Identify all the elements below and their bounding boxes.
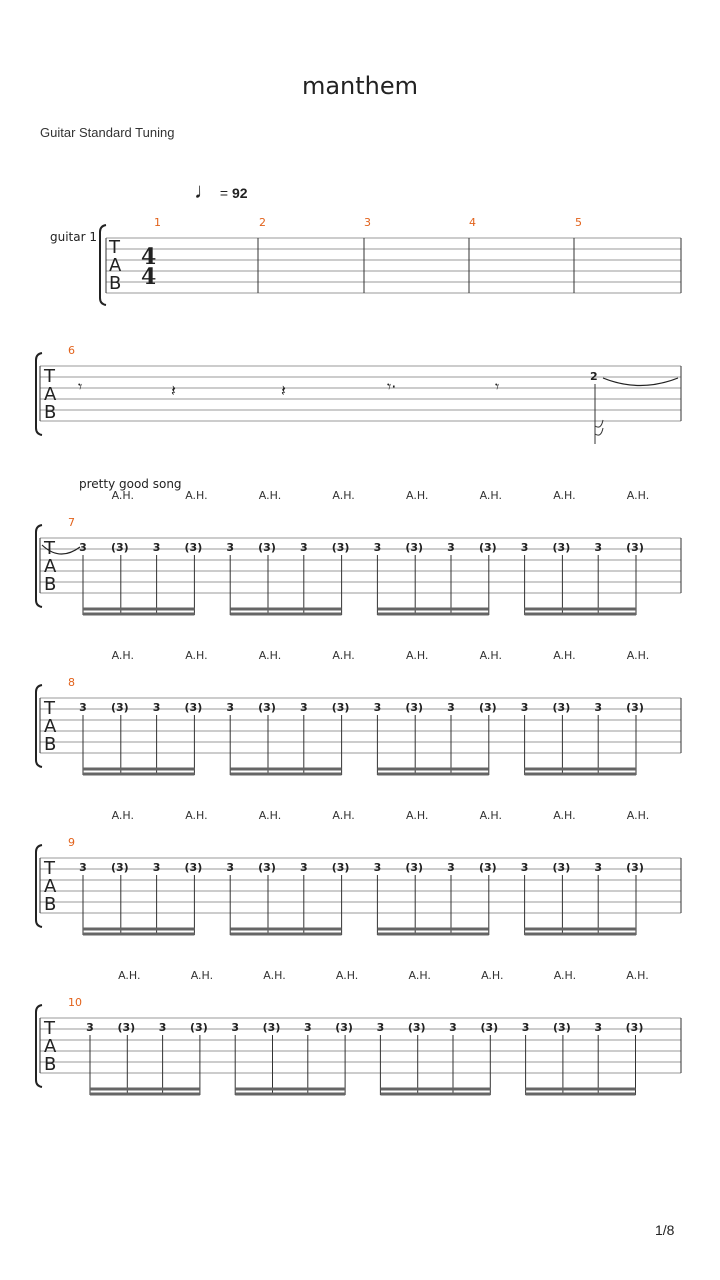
harmonic-marker: A.H. — [405, 809, 429, 822]
system-3 — [36, 489, 681, 615]
tab-note: 3 — [373, 861, 382, 874]
song-title: manthem — [301, 72, 419, 100]
tab-letter-t: T — [44, 538, 55, 559]
tab-letter-t: T — [44, 366, 55, 387]
lyric-text: pretty good song — [79, 477, 182, 491]
tab-note: 3 — [447, 541, 455, 554]
harmonic-marker: A.H. — [111, 649, 135, 662]
dotted-eighth-rest: 𝄾· — [387, 377, 397, 396]
tab-note: 3 — [226, 861, 235, 874]
tab-note: (3) — [552, 701, 571, 714]
system-bracket — [100, 225, 106, 305]
harmonic-marker: A.H. — [185, 649, 208, 662]
tab-letter-a: A — [44, 1036, 57, 1057]
measure-number: 10 — [68, 996, 82, 1009]
quarter-note-icon: ♩ — [194, 178, 216, 203]
tie-arc — [603, 378, 678, 386]
tab-note: 3 — [373, 541, 382, 554]
tab-letter-b: B — [44, 1054, 57, 1075]
tab-note: 3 — [79, 541, 87, 554]
tab-note: (3) — [407, 1021, 426, 1034]
measure-number: 9 — [68, 836, 75, 849]
tab-note: (3) — [331, 541, 350, 554]
harmonic-marker: A.H. — [185, 809, 208, 822]
harmonic-marker: A.H. — [263, 969, 286, 982]
tab-note: (3) — [110, 701, 129, 714]
tab-note: 3 — [152, 701, 161, 714]
system-bracket — [36, 1005, 42, 1087]
harmonic-marker: A.H. — [553, 809, 576, 822]
harmonic-marker: A.H. — [118, 969, 141, 982]
sixteenth-flag — [595, 420, 603, 435]
tab-letter-b: B — [44, 734, 57, 755]
tab-note: (3) — [478, 701, 497, 714]
harmonic-marker: A.H. — [479, 809, 503, 822]
tab-note: 3 — [86, 1021, 94, 1034]
harmonic-marker: A.H. — [258, 649, 282, 662]
tab-note: (3) — [262, 1021, 281, 1034]
tab-letter-t: T — [44, 698, 55, 719]
system-bracket — [36, 685, 42, 767]
measure-number: 3 — [364, 216, 371, 229]
measure-number: 1 — [154, 216, 161, 229]
tab-letter-b: B — [44, 402, 57, 423]
system-4 — [36, 649, 681, 775]
system-bracket — [36, 525, 42, 607]
tab-note: (3) — [405, 701, 424, 714]
harmonic-marker: A.H. — [258, 809, 282, 822]
tab-letter-a: A — [44, 556, 57, 577]
tab-note: 3 — [226, 541, 235, 554]
tab-letter-a: A — [44, 716, 57, 737]
tempo-value: 92 — [231, 185, 248, 201]
harmonic-marker: A.H. — [332, 489, 355, 502]
measure-number: 7 — [68, 516, 75, 529]
tab-letter-t: T — [44, 1018, 55, 1039]
harmonic-marker: A.H. — [332, 649, 355, 662]
harmonic-marker: A.H. — [190, 969, 214, 982]
measure-number: 6 — [68, 344, 75, 357]
tab-note: (3) — [405, 541, 424, 554]
harmonic-marker: A.H. — [481, 969, 504, 982]
harmonic-marker: A.H. — [479, 489, 503, 502]
tab-letter-b: B — [44, 894, 57, 915]
tab-note: (3) — [184, 541, 203, 554]
harmonic-systems — [36, 489, 681, 1095]
tab-note: 3 — [520, 541, 529, 554]
tab-note: (3) — [335, 1021, 353, 1034]
tuning-label: Guitar Standard Tuning — [40, 125, 175, 140]
tab-note: 3 — [447, 701, 455, 714]
system-bracket — [36, 353, 42, 435]
measure-number: 4 — [469, 216, 476, 229]
system-6 — [36, 969, 681, 1095]
tab-note: (3) — [258, 861, 276, 874]
harmonic-marker: A.H. — [479, 649, 503, 662]
tab-note: (3) — [553, 1021, 571, 1034]
harmonic-marker: A.H. — [111, 809, 135, 822]
tab-note: 3 — [299, 701, 308, 714]
page-number: 1/8 — [655, 1222, 675, 1238]
eighth-rest: 𝄾 — [495, 377, 500, 396]
tab-letter-t: T — [44, 858, 55, 879]
tab-note: (3) — [110, 861, 129, 874]
harmonic-marker: A.H. — [553, 489, 576, 502]
tab-note: 3 — [303, 1021, 312, 1034]
tab-letter-a: A — [44, 876, 57, 897]
tab-note: (3) — [184, 701, 203, 714]
tab-note: (3) — [626, 701, 644, 714]
tab-note: (3) — [478, 861, 497, 874]
harmonic-marker: A.H. — [408, 969, 431, 982]
tab-note: (3) — [552, 541, 571, 554]
tab-letter-t: T — [109, 237, 120, 258]
tab-letter-b: B — [109, 273, 122, 294]
harmonic-marker: A.H. — [405, 649, 429, 662]
tab-note: 3 — [226, 701, 235, 714]
tab-note: (3) — [480, 1021, 499, 1034]
tab-note: 3 — [79, 861, 87, 874]
tab-note: (3) — [110, 541, 129, 554]
harmonic-marker: A.H. — [111, 489, 135, 502]
harmonic-marker: A.H. — [626, 649, 650, 662]
tab-note: (3) — [117, 1021, 136, 1034]
quarter-rest: 𝄽 — [171, 381, 176, 400]
tab-note: (3) — [258, 701, 276, 714]
tab-note: 3 — [449, 1021, 457, 1034]
tab-note: (3) — [625, 1021, 644, 1034]
tab-note: (3) — [626, 541, 644, 554]
tab-note: 3 — [594, 541, 603, 554]
harmonic-marker: A.H. — [626, 489, 650, 502]
harmonic-marker: A.H. — [332, 809, 355, 822]
tab-note: (3) — [552, 861, 571, 874]
tab-note: (3) — [478, 541, 497, 554]
tab-note: 3 — [79, 701, 87, 714]
staff-lines — [106, 238, 681, 293]
harmonic-marker: A.H. — [185, 489, 208, 502]
tab-note: 3 — [520, 861, 529, 874]
time-signature-bottom: 4 — [141, 264, 157, 290]
tab-note: 3 — [299, 861, 308, 874]
tab-note: (3) — [331, 701, 350, 714]
system-bracket — [36, 845, 42, 927]
quarter-rest: 𝄽 — [281, 381, 286, 400]
measure-number: 5 — [575, 216, 582, 229]
harmonic-marker: A.H. — [258, 489, 282, 502]
eighth-rest: 𝄾 — [78, 377, 83, 396]
system-5 — [36, 809, 681, 935]
tab-note: (3) — [626, 861, 644, 874]
tab-note: (3) — [405, 861, 424, 874]
tab-note: 3 — [299, 541, 308, 554]
tab-note: 3 — [152, 861, 161, 874]
tab-letter-a: A — [109, 255, 122, 276]
system-2 — [36, 344, 681, 444]
tab-note: (3) — [258, 541, 276, 554]
tab-note: 3 — [594, 1021, 603, 1034]
tab-note: (3) — [184, 861, 203, 874]
bend-note: 2 — [590, 370, 598, 383]
tab-note: 3 — [521, 1021, 530, 1034]
tab-note: 3 — [152, 541, 161, 554]
harmonic-marker: A.H. — [553, 969, 577, 982]
tab-note: (3) — [331, 861, 350, 874]
system-1 — [50, 216, 681, 305]
harmonic-marker: A.H. — [405, 489, 429, 502]
harmonic-marker: A.H. — [553, 649, 576, 662]
instrument-name: guitar 1 — [50, 230, 97, 244]
tab-note: 3 — [520, 701, 529, 714]
tab-letter-b: B — [44, 574, 57, 595]
measure-number: 8 — [68, 676, 75, 689]
tab-note: 3 — [594, 861, 603, 874]
time-signature-top: 4 — [141, 244, 157, 270]
tempo-equals: = — [219, 185, 229, 201]
tab-note: 3 — [594, 701, 603, 714]
tab-note: 3 — [447, 861, 455, 874]
tab-note: (3) — [190, 1021, 208, 1034]
harmonic-marker: A.H. — [626, 969, 649, 982]
harmonic-marker: A.H. — [335, 969, 359, 982]
tab-note: 3 — [158, 1021, 167, 1034]
harmonic-marker: A.H. — [626, 809, 650, 822]
tab-note: 3 — [376, 1021, 385, 1034]
measure-number: 2 — [259, 216, 266, 229]
tab-letter-a: A — [44, 384, 57, 405]
tab-note: 3 — [373, 701, 382, 714]
staff-lines — [40, 366, 681, 421]
tab-note: 3 — [231, 1021, 240, 1034]
